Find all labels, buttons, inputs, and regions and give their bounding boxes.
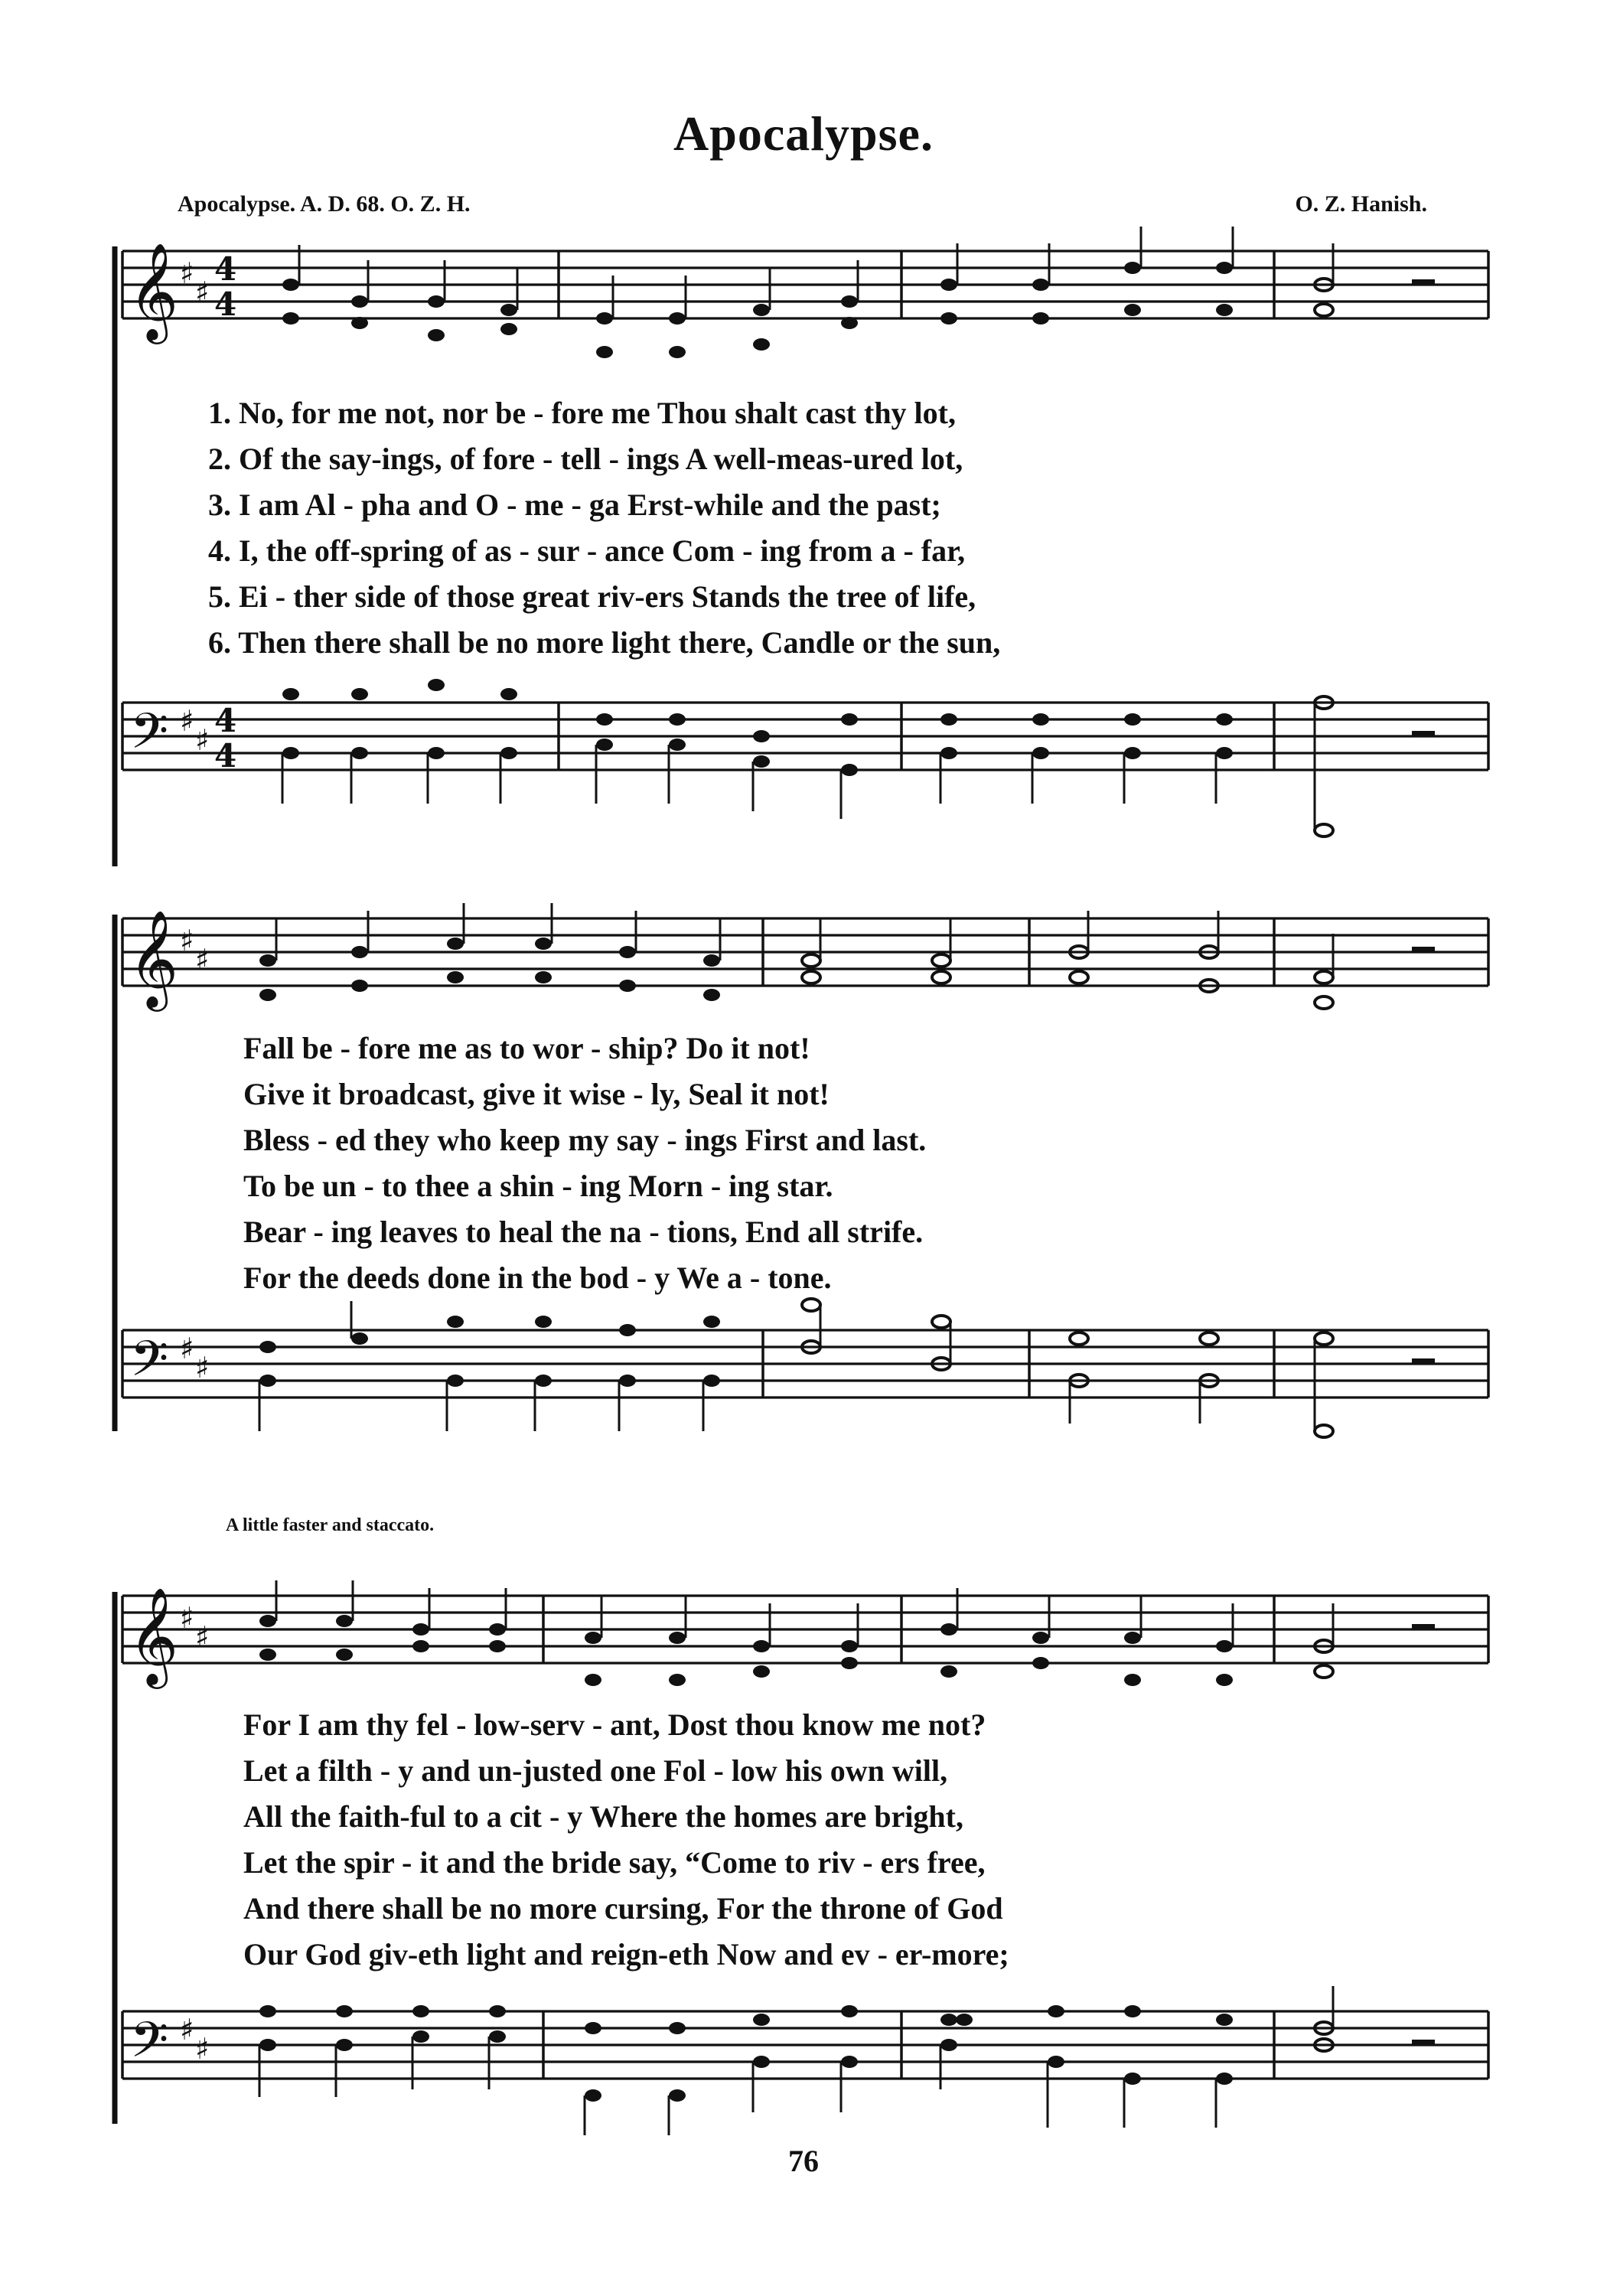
- time-signature-denominator: 4: [214, 737, 237, 775]
- verse-1-line-1: 1. No, for me not, nor be - fore me Thou shalt cast thy lot,: [208, 396, 956, 430]
- time-signature-denominator: 4: [214, 285, 237, 323]
- tempo-direction: A little faster and staccato.: [226, 1515, 435, 1535]
- sharp-icon: ♯: [195, 2032, 210, 2066]
- bass-clef-icon: 𝄢: [130, 703, 169, 772]
- sharp-icon: ♯: [195, 723, 210, 757]
- bass-clef-icon: 𝄢: [130, 2012, 169, 2081]
- sharp-icon: ♯: [195, 1620, 210, 1654]
- sharp-icon: ♯: [180, 256, 194, 290]
- time-signature-numerator: 4: [214, 250, 237, 288]
- hymn-title: Apocalypse.: [673, 106, 934, 161]
- sharp-icon: ♯: [195, 943, 210, 977]
- bass-clef-icon: 𝄢: [130, 1331, 169, 1400]
- verse-5-line-1: 5. Ei - ther side of those great riv-ers Stands the tree of life,: [208, 579, 976, 614]
- sharp-icon: ♯: [195, 1351, 210, 1384]
- verse-6-line-3: Our God giv-eth light and reign-eth Now and ev - er-more;: [243, 1937, 1009, 1971]
- sharp-icon: ♯: [180, 2013, 194, 2047]
- lyricist-credit: Apocalypse. A. D. 68. O. Z. H.: [178, 191, 471, 217]
- composer-credit: O. Z. Hanish.: [1295, 191, 1427, 217]
- verse-2-line-3: Let a filth - y and un-justed one Fol - low his own will,: [243, 1753, 948, 1788]
- system-3-bass-staff: [122, 1986, 1488, 2135]
- sharp-icon: ♯: [195, 276, 210, 309]
- treble-clef-icon: 𝄞: [129, 242, 179, 340]
- verse-4-line-1: 4. I, the off-spring of as - sur - ance Com - ing from a - far,: [208, 533, 966, 568]
- time-signature-numerator: 4: [214, 702, 237, 739]
- sharp-icon: ♯: [180, 1601, 194, 1635]
- treble-clef-icon: 𝄞: [129, 909, 179, 1007]
- treble-clef-icon: 𝄞: [129, 1587, 179, 1684]
- verse-4-line-2: To be un - to thee a shin - ing Morn - ing star.: [243, 1169, 833, 1203]
- verse-6-line-2: For the deeds done in the bod - y We a - tone.: [243, 1261, 832, 1295]
- page-number: 76: [788, 2144, 819, 2178]
- verse-3-line-2: Bless - ed they who keep my say - ings First and last.: [243, 1123, 927, 1157]
- verse-4-line-3: Let the spir - it and the bride say, “Come to riv - ers free,: [243, 1845, 986, 1880]
- verse-1-line-2: Fall be - fore me as to wor - ship? Do it not!: [243, 1031, 810, 1065]
- system-3-treble-staff: [122, 1580, 1488, 1689]
- verse-1-line-3: For I am thy fel - low-serv - ant, Dost thou know me not?: [243, 1707, 986, 1742]
- verse-2-line-1: 2. Of the say-ings, of fore - tell - ings A well-meas-ured lot,: [208, 442, 963, 476]
- verse-6-line-1: 6. Then there shall be no more light there, Candle or the sun,: [208, 625, 1001, 660]
- verse-3-line-1: 3. I am Al - pha and O - me - ga Erst-while and the past;: [208, 488, 941, 522]
- sharp-icon: ♯: [180, 1332, 194, 1365]
- verse-3-line-3: All the faith-ful to a cit - y Where the homes are bright,: [243, 1799, 963, 1834]
- verse-5-line-3: And there shall be no more cursing, For the throne of God: [243, 1891, 1003, 1926]
- verse-5-line-2: Bear - ing leaves to heal the na - tions, End all strife.: [243, 1215, 924, 1249]
- sharp-icon: ♯: [180, 704, 194, 738]
- verse-2-line-2: Give it broadcast, give it wise - ly, Seal it not!: [243, 1077, 830, 1111]
- sharp-icon: ♯: [180, 924, 194, 957]
